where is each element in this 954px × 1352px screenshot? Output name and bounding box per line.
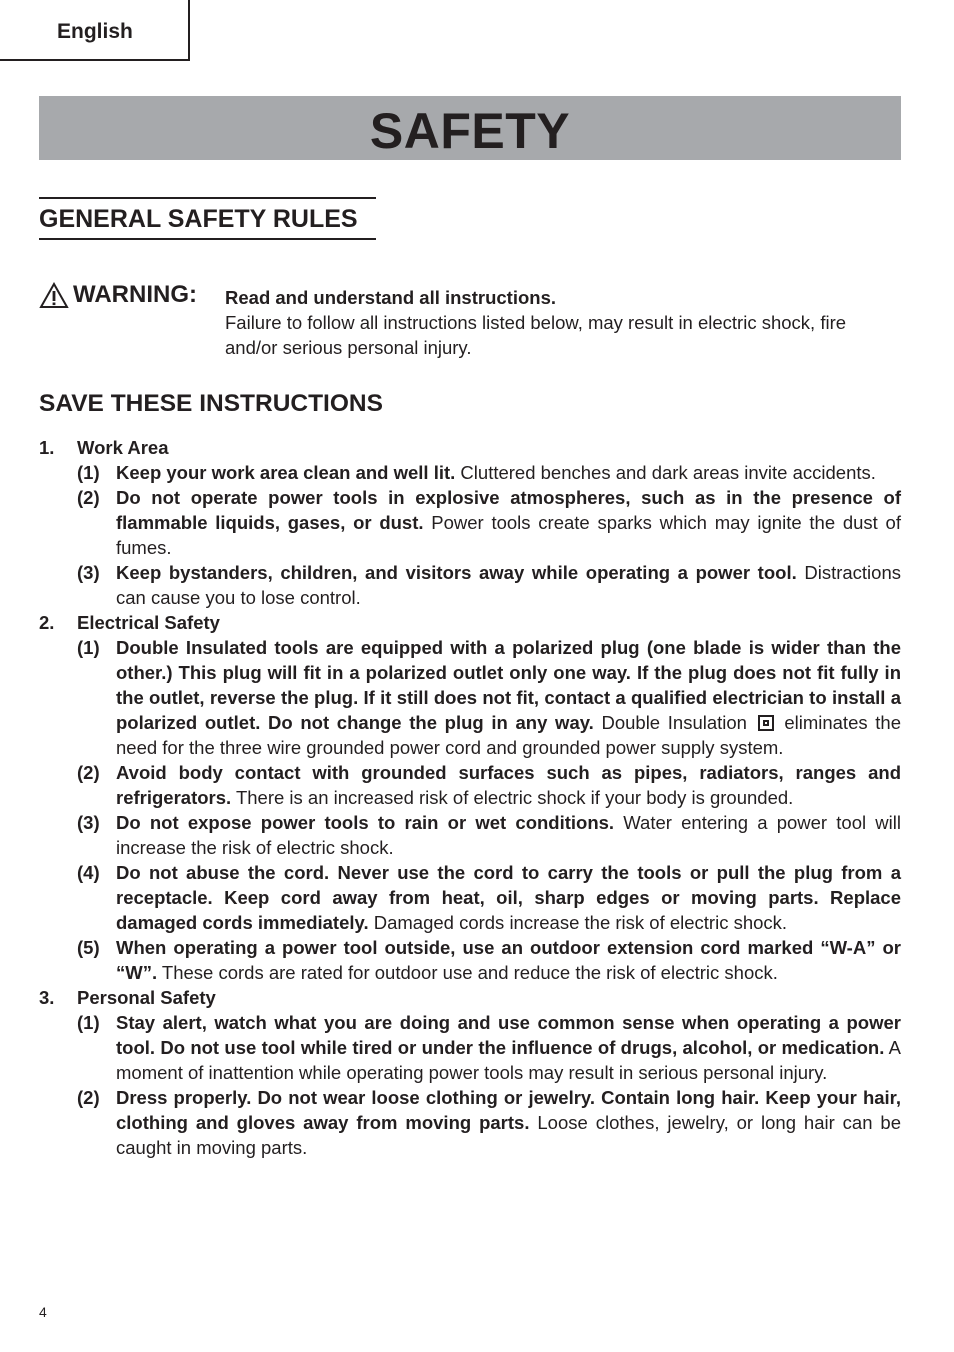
safety-banner <box>39 96 901 160</box>
item-bold-text: Keep bystanders, children, and visitors away while operating a power tool. <box>116 562 797 583</box>
list-item <box>77 485 901 560</box>
item-text: These cords are rated for outdoor use and reduce the risk of electric shock. <box>157 962 778 983</box>
item-text: Water entering a power tool will increase the risk of electric shock. <box>116 812 902 858</box>
section-electrical-safety <box>39 610 901 985</box>
warning-label: WARNING: <box>73 281 197 308</box>
item-number: (1) <box>77 1012 100 1033</box>
general-safety-heading-text: GENERAL SAFETY RULES <box>39 205 358 233</box>
item-number: (4) <box>77 862 100 883</box>
safety-rules-list <box>39 435 901 1160</box>
item-bold-text: Double Insulated tools are equipped with a polarized plug (one blade is wider than the other.) This plug will fit in a polarized outlet only one way. If the plug does not fit fully in the outlet, reverse the plug. If it still does not fit, contact a qualified electrician to install a polarized outlet. Do not change the plug in any way. <box>116 637 901 733</box>
item-text: There is an increased risk of electric shock if your body is grounded. <box>231 787 794 808</box>
section-number: 3. <box>39 987 55 1008</box>
warning-heading <box>39 281 197 309</box>
language-tab <box>0 0 190 61</box>
section-title: Electrical Safety <box>77 612 220 633</box>
item-text: Loose clothes, jewelry, or long hair can be caught in moving parts. <box>116 1112 901 1158</box>
section-personal-safety <box>39 985 901 1160</box>
list-item <box>77 1010 901 1085</box>
item-text: Power tools create sparks which may ignite the dust of fumes. <box>116 512 901 558</box>
item-number: (1) <box>77 462 100 483</box>
list-item <box>77 935 901 985</box>
save-instructions-heading: SAVE THESE INSTRUCTIONS <box>39 390 383 417</box>
list-item <box>77 810 901 860</box>
list-item <box>77 460 901 485</box>
list-item <box>77 635 901 760</box>
list-item <box>77 1085 901 1160</box>
language-label: English <box>57 20 133 43</box>
item-bold-text: Dress properly. Do not wear loose clothing or jewelry. Contain long hair. Keep your hair, clothing and gloves away from moving parts. <box>116 1087 901 1133</box>
item-bold-text: Stay alert, watch what you are doing and use common sense when operating a power tool. Do not use tool while tired or under the influence of drugs, alcohol, or medication. <box>116 1012 901 1058</box>
section-title: Personal Safety <box>77 987 216 1008</box>
section-work-area <box>39 435 901 610</box>
warning-body-line: Failure to follow all instructions listed below, may result in electric shock, fire and/or serious personal injury. <box>225 312 847 358</box>
item-bold-text: Do not operate power tools in explosive atmospheres, such as in the presence of flammable liquids, gases, or dust. <box>116 487 901 533</box>
item-text: Distractions can cause you to lose control. <box>116 562 901 608</box>
item-number: (2) <box>77 487 100 508</box>
item-text: Damaged cords increase the risk of electric shock. <box>368 912 788 933</box>
general-safety-heading <box>39 197 376 240</box>
list-item <box>77 860 901 935</box>
item-number: (3) <box>77 562 100 583</box>
item-text: A moment of inattention while operating power tools may result in serious personal injury. <box>116 1037 901 1083</box>
item-number: (5) <box>77 937 100 958</box>
warning-bold-line: Read and understand all instructions. <box>225 287 556 308</box>
item-text: Double Insulation <box>593 712 747 733</box>
item-bold-text: Keep your work area clean and well lit. <box>116 462 456 483</box>
item-text-after: eliminates the need for the three wire grounded power cord and grounded power supply system. <box>116 712 902 758</box>
item-number: (1) <box>77 637 100 658</box>
list-item <box>77 760 901 810</box>
item-bold-text: Do not expose power tools to rain or wet conditions. <box>116 812 615 833</box>
warning-text <box>225 285 901 360</box>
section-number: 2. <box>39 612 55 633</box>
item-bold-text: Do not abuse the cord. Never use the cord to carry the tools or pull the plug from a receptacle. Keep cord away from heat, oil, sharp edges or moving parts. Replace damaged cords immediately. <box>116 862 901 933</box>
banner-title: SAFETY <box>369 103 571 159</box>
item-number: (3) <box>77 812 100 833</box>
item-bold-text: Avoid body contact with grounded surfaces such as pipes, radiators, ranges and refrigerators. <box>116 762 901 808</box>
item-number: (2) <box>77 762 100 783</box>
section-number: 1. <box>39 437 55 458</box>
item-text: Cluttered benches and dark areas invite accidents. <box>455 462 876 483</box>
warning-triangle-icon <box>39 282 69 309</box>
item-number: (2) <box>77 1087 100 1108</box>
double-insulation-icon <box>758 715 774 731</box>
list-item <box>77 560 901 610</box>
section-title: Work Area <box>77 437 169 458</box>
page-number: 4 <box>39 1304 47 1320</box>
item-bold-text: When operating a power tool outside, use an outdoor extension cord marked “W-A” or “W”. <box>116 937 901 983</box>
